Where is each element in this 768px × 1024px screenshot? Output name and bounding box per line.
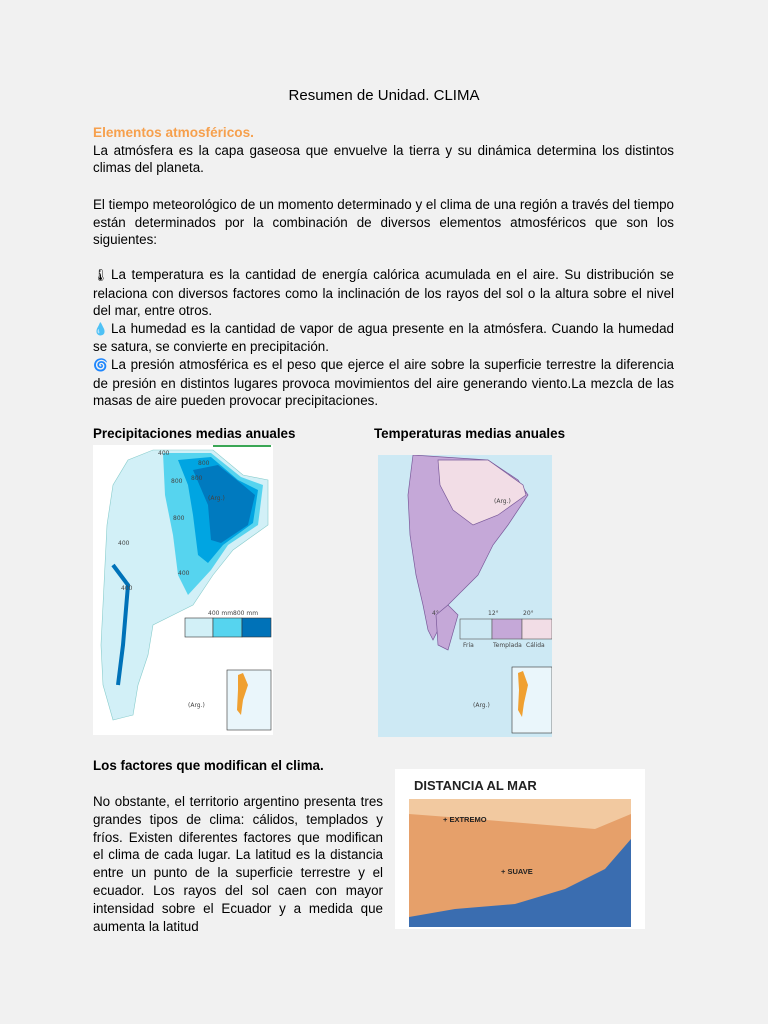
- bullet-text: La presión atmosférica es el peso que ejerce el aire sobre la superficie terrestre la diferencia de presión en distintos lugares provoca movimientos del aire generando viento.La mezcla de las masas de aire pueden provocar precipitaciones.: [93, 356, 674, 409]
- map2-caption: Temperaturas medias anuales: [374, 426, 566, 441]
- droplet-icon: 💧: [93, 321, 108, 336]
- legend-value-800: 800 mm: [233, 610, 259, 617]
- cyclone-icon: 🌀: [93, 357, 108, 372]
- distance-title: DISTANCIA AL MAR: [414, 778, 537, 793]
- bullet-text: La humedad es la cantidad de vapor de agua presente en la atmósfera. Cuando la humedad se satura, se convierte en precipitación.: [93, 320, 674, 355]
- contour-label: 800: [191, 475, 203, 482]
- paragraph-elements: El tiempo meteorológico de un momento determinado y el clima de una región a través del tiempo están determinados por la combinación de diversos elementos atmosféricos que son los siguientes:: [93, 197, 674, 248]
- distance-sea-illustration: [395, 769, 645, 929]
- legend-label-calida: Cálida: [526, 642, 545, 649]
- contour-label: 800: [198, 460, 210, 467]
- legend-tick-12: 12°: [488, 610, 499, 617]
- intro-paragraph: La atmósfera es la capa gaseosa que envuelve la tierra y su dinámica determina los distintos climas del planeta.: [93, 142, 674, 176]
- factors-heading: Los factores que modifican el clima.: [93, 758, 324, 773]
- map1-caption: Precipitaciones medias anuales: [93, 426, 296, 441]
- region-label-south: (Arg.): [473, 702, 490, 709]
- region-label: (Arg.): [208, 495, 225, 502]
- contour-label: 800: [173, 515, 185, 522]
- intro-section: [93, 124, 674, 177]
- temperature-map: [378, 455, 552, 737]
- legend-label-fria: Fría: [463, 642, 474, 649]
- region-label-south: (Arg.): [188, 702, 205, 709]
- bullet-temperature: [93, 266, 674, 320]
- label-suave: + SUAVE: [501, 867, 533, 876]
- label-extremo: + EXTREMO: [443, 815, 487, 824]
- factors-paragraph: No obstante, el territorio argentino presenta tres grandes tipos de clima: cálidos, templados y fríos. Existen diferentes factores que modifican el clima de cada lugar. La latitud es la distancia entre un punto de la superficie terrestre y el ecuador. Los rayos del sol caen con mayor intensidad sobre el Ecuador y a medida que aumenta la latitud: [93, 794, 383, 934]
- precipitation-map: [93, 445, 273, 735]
- region-label: (Arg.): [494, 498, 511, 505]
- bullet-list: [93, 266, 674, 410]
- contour-label: 800: [171, 478, 183, 485]
- bullet-humidity: [93, 320, 674, 356]
- legend-tick-4: 4°: [432, 610, 439, 617]
- contour-label: 400: [121, 585, 133, 592]
- section-heading: Elementos atmosféricos.: [93, 125, 254, 140]
- bullet-text: La temperatura es la cantidad de energía calórica acumulada en el aire. Su distribución se relaciona con diversos factores como la inclinación de los rayos del sol o la altura sobre el nivel del mar, entre otros.: [93, 267, 674, 319]
- legend-label-templada: Templada: [493, 642, 522, 649]
- thermometer-icon: 🌡: [93, 268, 109, 282]
- bullet-pressure: [93, 356, 674, 410]
- contour-label: 400: [158, 450, 170, 457]
- legend-tick-20: 20°: [523, 610, 534, 617]
- page-title: Resumen de Unidad. CLIMA: [288, 87, 480, 104]
- legend-value-400: 400 mm: [208, 610, 234, 617]
- contour-label: 400: [178, 570, 190, 577]
- contour-label: 400: [118, 540, 130, 547]
